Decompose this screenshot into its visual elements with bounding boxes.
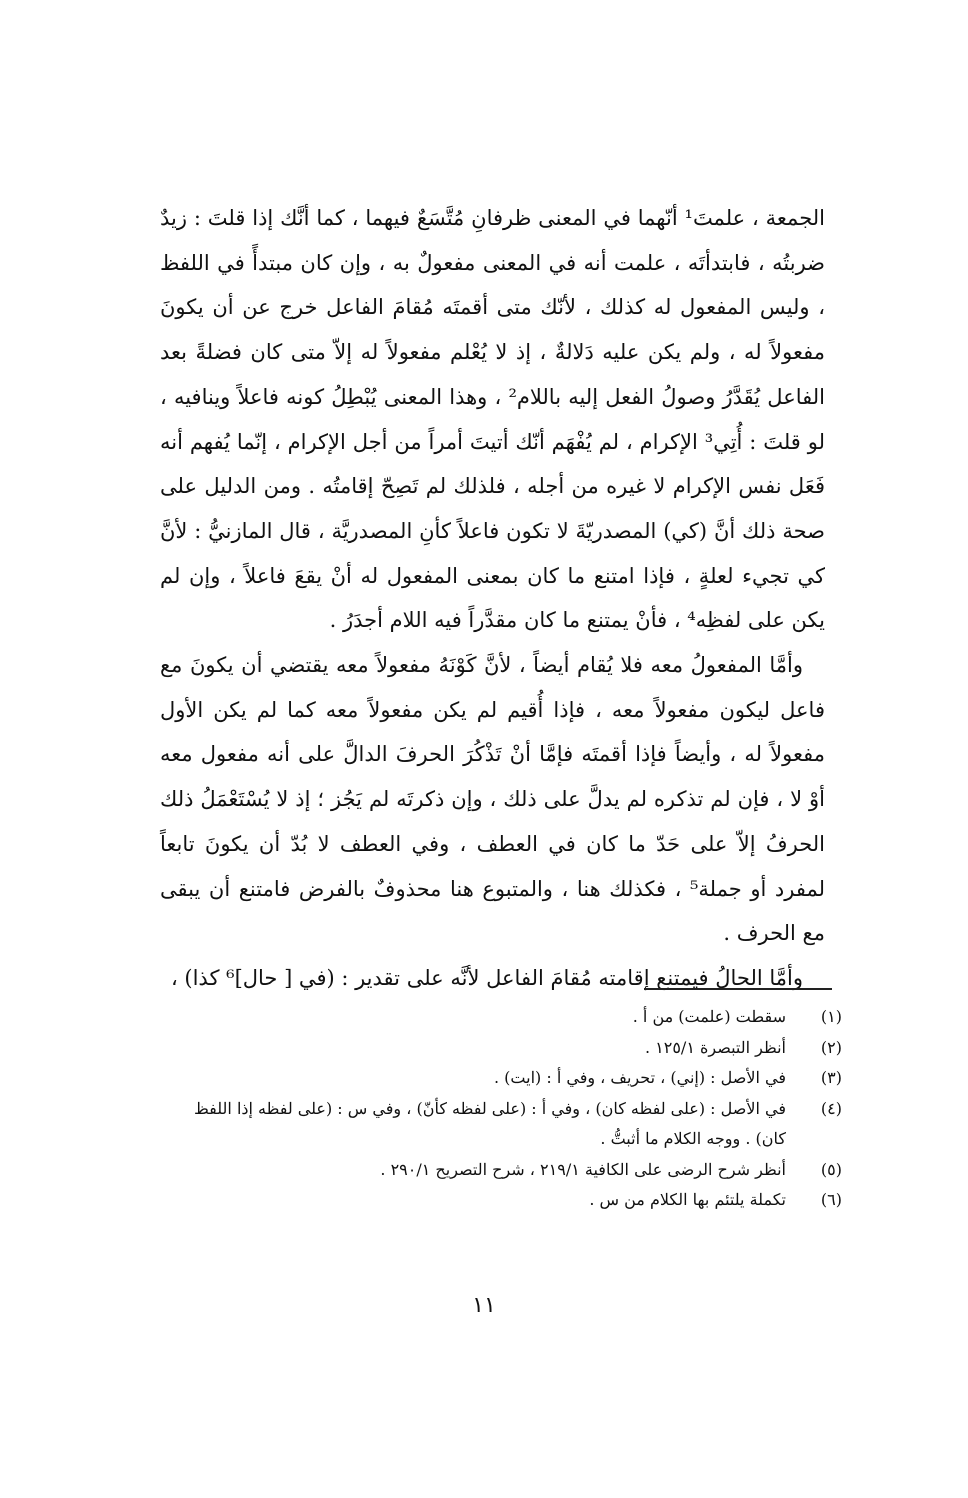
footnote-text: أنظر شرح الرضى على الكافية ٢١٩/١ ، شرح التصريح ٢٩٠/١ . bbox=[380, 1159, 786, 1179]
footnote-text: تكملة يلتئم بها الكلام من س . bbox=[589, 1190, 786, 1209]
main-text bbox=[160, 196, 825, 1001]
footnote-text: سقطت (علمت) من أ . bbox=[632, 1007, 786, 1026]
footnote-text: أنظر التبصرة ١٢٥/١ . bbox=[644, 1037, 786, 1057]
footnotes bbox=[160, 1002, 842, 1216]
paragraph: وأمَّا الحالُ فيمتنع إقامته مُقامَ الفاعل لأنَّه على تقدير : (في [ حال]⁶ كذا) ، bbox=[170, 965, 803, 990]
paragraph: الجمعة ، علمتَ¹ أنّهما في المعنى ظرفانِ مُتَّسَعٌ فيهما ، كما أنَّك إذا قلتَ : زيدٌ ضربتُه ، فابتدأتَه ، علمت أنه في المعنى مفعولٌ به ، وإن كان مبتدأً في اللفظ ، وليس المفعول له كذلك ، لأنّك متى أقمتَه مُقامَ الفاعل خرج عن أن يكونَ مفعولاً له ، ولم يكن عليه دَلالةٌ ، إذ لا يُعْلم مفعولاً له إلاّ متى كان فضلةً بعد الفاعل يُقَدَّرُ وصولُ الفعل إليه باللام² ، وهذا المعنى يُبْطِلُ كونه فاعلاً وينافيه ، لو قلتَ : أُتِي³ الإكرام ، لم يُفْهَم أنّك أتيتَ أمراً من أجل الإكرام ، إنّما يُفهم أنه فَعَل نفس الإكرام لا غيره من أجله ، فلذلك لم تَصِحّ إقامتُه . ومن الدليل على صحة ذلك أنَّ (كي) المصدريّةَ لا تكون فاعلاً كأنِ المصدريَّة ، قال المازنيُّ : لأنَّ كي تجيء لعلةٍ ، فإذا امتنع ما كان بمعنى المفعول له أنْ يقعَ فاعلاً ، وإن لم يكن على لفظِه⁴ ، فأنْ يمتنع ما كان مقدَّراً فيه اللام أجدَرُ . bbox=[160, 206, 825, 633]
footnote bbox=[160, 1094, 842, 1155]
footnote-number: (١) bbox=[820, 1007, 842, 1026]
footnote-separator bbox=[644, 988, 832, 990]
footnote bbox=[160, 1063, 842, 1094]
footnote-text: في الأصل : (على لفظه كان) ، وفي أ : (على لفظه كأنّ) ، وفي س : (على لفظه إذا اللفظ كان) . ووجه الكلام ما أثبتُّ . bbox=[193, 1098, 786, 1148]
footnote-text: في الأصل : (إني) ، تحريف ، وفي أ : (ايت) . bbox=[494, 1068, 786, 1087]
footnote-number: (٣) bbox=[820, 1068, 842, 1087]
footnote-number: (٤) bbox=[820, 1098, 842, 1118]
footnote bbox=[160, 1033, 842, 1064]
paragraph: وأمَّا المفعولُ معه فلا يُقام أيضاً ، لأنَّ كَوْنَهُ مفعولاً معه يقتضي أن يكونَ مع فاعل ليكون مفعولاً معه ، فإذا أُقيم لم يكن مفعولاً معه كما لم يكن الأول مفعولاً له ، وأيضاً فإذا أقمتَه فإمَّا أنْ تَذْكُرَ الحرفَ الدالَّ على أنه مفعول معه أوْ لا ، فإن لم تذكره لم يدلَّ على ذلك ، وإن ذكرتَه لم يَجُز ؛ إذ لا يُسْتَعْمَلُ ذلك الحرفُ إلاّ على حَدّ ما كان في العطف ، وفي العطف لا بُدّ أن يكونَ تابعاً لمفرد أو جملة⁵ ، فكذلك هنا ، والمتبوع هنا محذوفٌ بالفرض فامتنع أن يبقى مع الحرف . bbox=[160, 653, 825, 946]
page-number: ١١ bbox=[472, 1293, 496, 1318]
footnote-number: (٦) bbox=[820, 1190, 842, 1209]
footnote bbox=[160, 1002, 842, 1033]
footnote bbox=[160, 1185, 842, 1216]
footnote-number: (٢) bbox=[820, 1037, 842, 1057]
footnote bbox=[160, 1155, 842, 1186]
footnote-number: (٥) bbox=[820, 1159, 842, 1179]
